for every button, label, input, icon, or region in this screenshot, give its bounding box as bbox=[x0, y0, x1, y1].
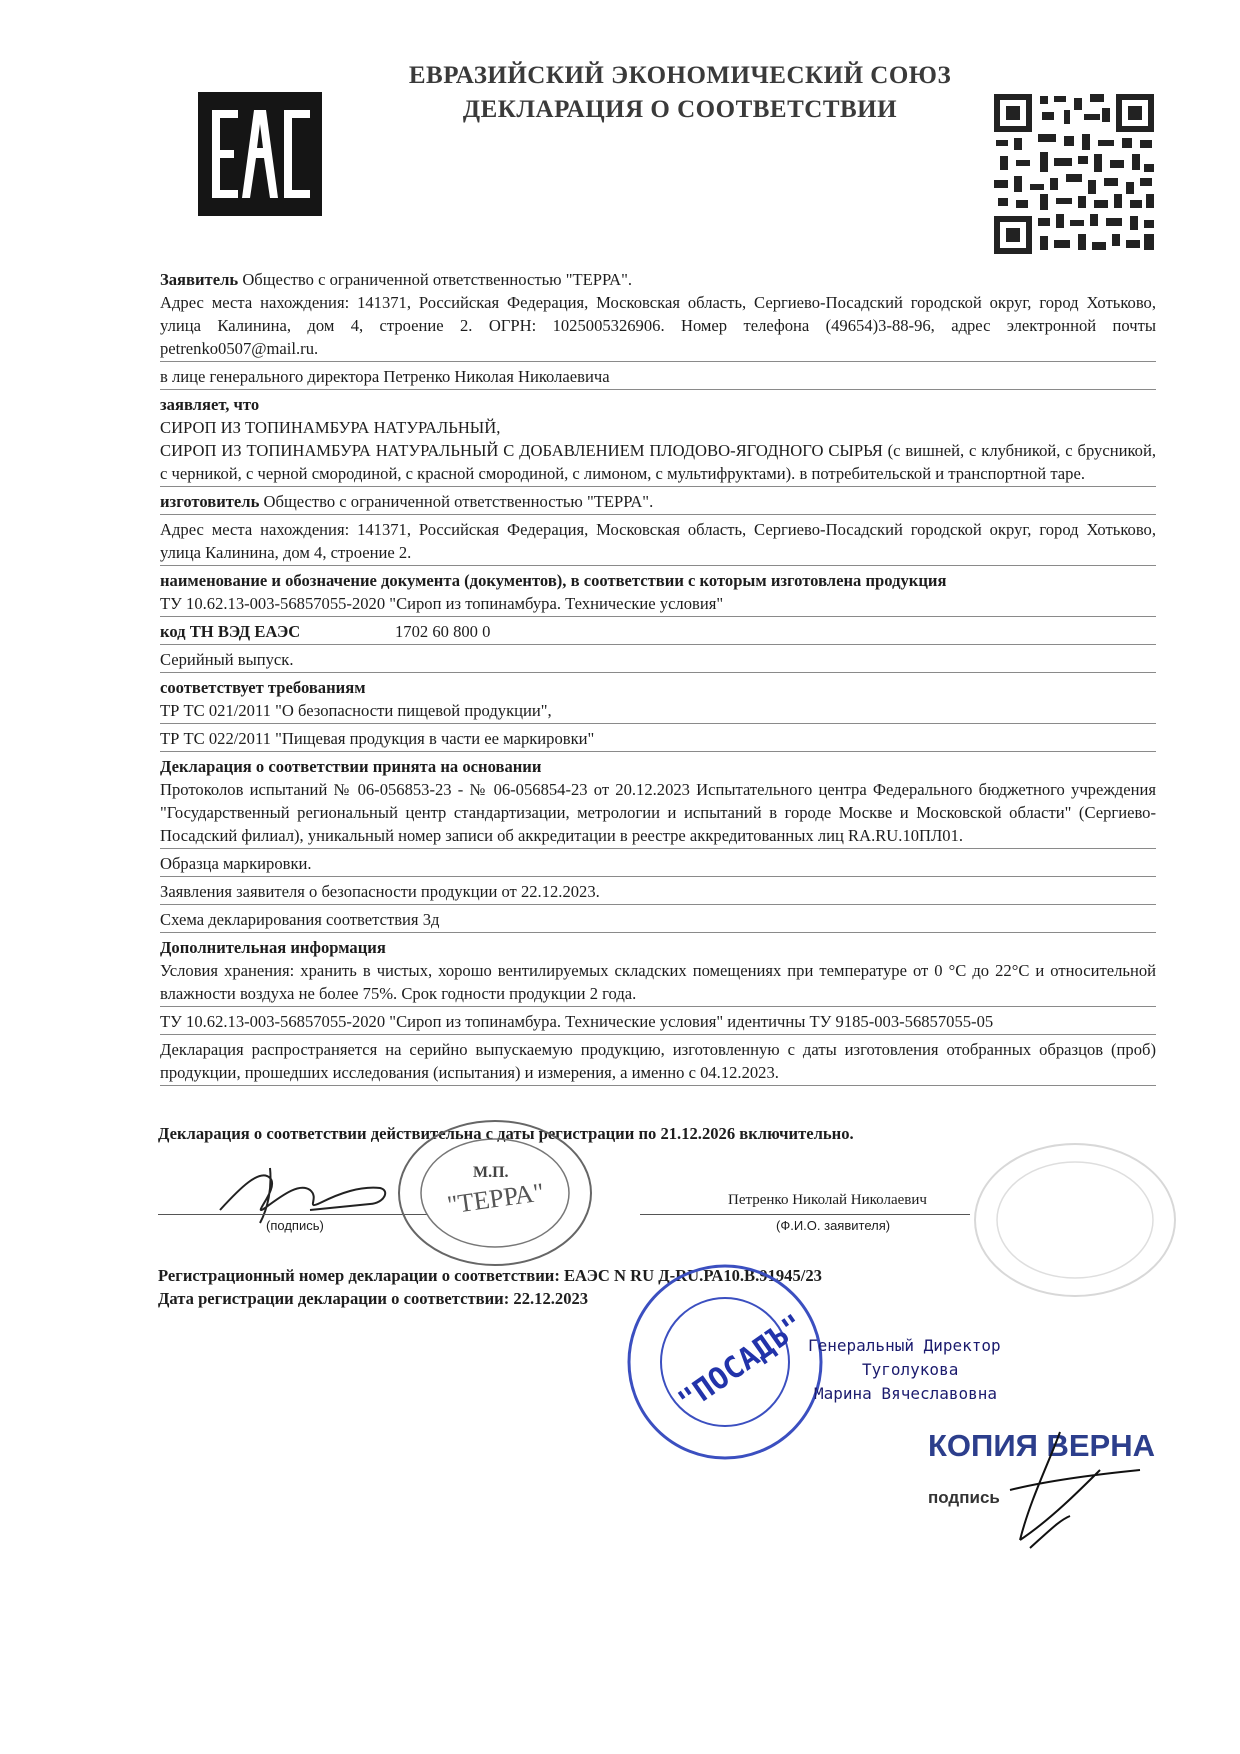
posad-stamp-name: "ПОСАДЪ" bbox=[672, 1307, 811, 1420]
qr-code-icon bbox=[994, 94, 1154, 254]
requirements-label: соответствует требованиям bbox=[160, 678, 366, 697]
document-label: наименование и обозначение документа (документов), в соответствии с которым изготовлена продукция bbox=[160, 571, 947, 590]
product-line-2: СИРОП ИЗ ТОПИНАМБУРА НАТУРАЛЬНЫЙ С ДОБАВЛЕНИЕМ ПЛОДОВО-ЯГОДНОГО СЫРЬЯ (с вишней, с клубникой, с брусникой, с черникой, с черной смородиной, с красной смородиной, с лимоном, с мультифруктами). в потребительской и транспортной таре. bbox=[160, 439, 1156, 487]
additional-scope: Декларация распространяется на серийно выпускаемую продукцию, изготовленную с даты изготовления отобранных образцов (проб) продукции, прошедших исследования (испытания) и измерения, а именно с 04.12.2023. bbox=[160, 1038, 1156, 1086]
tnved-value: 1702 60 800 0 bbox=[395, 622, 491, 641]
union-title: ЕВРАЗИЙСКИЙ ЭКОНОМИЧЕСКИЙ СОЮЗ bbox=[408, 62, 952, 89]
applicant-fullname: Петренко Николай Николаевич bbox=[728, 1192, 927, 1208]
name-line bbox=[640, 1214, 970, 1215]
eac-logo bbox=[198, 92, 322, 216]
requirement-2: ТР ТС 022/2011 "Пищевая продукция в части ее маркировки" bbox=[160, 727, 1156, 752]
registration-date: Дата регистрации декларации о соответствии: 22.12.2023 bbox=[158, 1289, 589, 1308]
tnved-label: код ТН ВЭД ЕАЭС bbox=[160, 622, 301, 641]
director-title: Генеральный Директор bbox=[808, 1336, 1001, 1355]
manufacturer-line bbox=[160, 490, 1156, 513]
representative: в лице генерального директора Петренко Николая Николаевича bbox=[160, 365, 1156, 390]
stamp-company: "ТЕРРА" bbox=[445, 1177, 546, 1220]
director-surname: Туголукова bbox=[862, 1360, 959, 1379]
copy-verified: КОПИЯ ВЕРНА bbox=[928, 1428, 1156, 1463]
stamp-mp: М.П. bbox=[473, 1164, 509, 1181]
signature-caption: (подпись) bbox=[266, 1218, 324, 1233]
manufacturer-name: Общество с ограниченной ответственностью "ТЕРРА". bbox=[263, 492, 654, 511]
manufacturer-section bbox=[160, 490, 1156, 515]
basis-statement: Заявления заявителя о безопасности продукции от 22.12.2023. bbox=[160, 880, 1156, 905]
additional-storage: Условия хранения: хранить в чистых, хорошо вентилируемых складских помещениях при температуре от 0 °С до 22°С и относительной влажности воздуха не более 75%. Срок годности продукции 2 года. bbox=[160, 959, 1156, 1007]
applicant-name: Общество с ограниченной ответственностью "ТЕРРА". bbox=[242, 270, 633, 289]
requirement-1: ТР ТС 021/2011 "О безопасности пищевой продукции", bbox=[160, 699, 1156, 724]
manufacturer-address: Адрес места нахождения: 141371, Российская Федерация, Московская область, Сергиево-Посадский городской округ, город Хотьково, улица Калинина, дом 4, строение 2. bbox=[160, 518, 1156, 566]
additional-tu-identity: ТУ 10.62.13-003-56857055-2020 "Сироп из топинамбура. Технические условия" идентичны ТУ 9185-003-56857055-05 bbox=[160, 1010, 1156, 1035]
signature-line bbox=[158, 1214, 428, 1215]
additional-label: Дополнительная информация bbox=[160, 938, 386, 957]
posad-stamp bbox=[625, 1262, 825, 1462]
document-value: ТУ 10.62.13-003-56857055-2020 "Сироп из топинамбура. Технические условия" bbox=[160, 592, 1156, 617]
registration-number: Регистрационный номер декларации о соответствии: ЕАЭС N RU Д-RU.РА10.В.91945/23 bbox=[158, 1266, 822, 1285]
basis-protocols: Протоколов испытаний № 06-056853-23 - № 06-056854-23 от 20.12.2023 Испытательного центра Федерального бюджетного учреждения "Государственный региональный центр стандартизации, метрологии и испытаний в городе Москве и Московской области" (Сергиево-Посадский филиал), уникальный номер записи об аккредитации в реестре аккредитованных лиц RA.RU.10ПЛ01. bbox=[160, 778, 1156, 849]
applicant-section bbox=[160, 268, 1156, 362]
director-block bbox=[808, 1334, 1001, 1406]
basis-scheme: Схема декларирования соответствия 3д bbox=[160, 908, 1156, 933]
certifier-signature-icon bbox=[990, 1430, 1150, 1560]
applicant-address: Адрес места нахождения: 141371, Российская Федерация, Московская область, Сергиево-Посадский городской округ, город Хотьково, улица Калинина, дом 4, строение 2. ОГРН: 1025005326906. Номер телефона (49654)3-88-96, адрес электронной почты petrenko0507@mail.ru. bbox=[160, 293, 1156, 358]
basis-label: Декларация о соответствии принята на основании bbox=[160, 757, 542, 776]
basis-samples: Образца маркировки. bbox=[160, 852, 1156, 877]
declaration-title: ДЕКЛАРАЦИЯ О СООТВЕТСТВИИ bbox=[462, 96, 898, 123]
manufacturer-label: изготовитель bbox=[160, 492, 260, 511]
terra-stamp bbox=[395, 1118, 595, 1268]
applicant-line bbox=[160, 268, 1156, 291]
declares-label: заявляет, что bbox=[160, 395, 260, 414]
director-name: Марина Вячеславовна bbox=[814, 1384, 998, 1403]
copy-sign-label: подпись bbox=[928, 1488, 1000, 1507]
faint-stamp bbox=[970, 1140, 1180, 1300]
applicant-signature-icon bbox=[210, 1148, 410, 1228]
tnved-row bbox=[160, 620, 1156, 645]
name-caption: (Ф.И.О. заявителя) bbox=[776, 1218, 891, 1233]
declaration-body bbox=[160, 268, 1156, 1089]
serial-release: Серийный выпуск. bbox=[160, 648, 1156, 673]
validity-statement: Декларация о соответствии действительна с даты регистрации по 21.12.2026 включительно. bbox=[158, 1124, 854, 1143]
applicant-label: Заявитель bbox=[160, 270, 239, 289]
product-line-1: СИРОП ИЗ ТОПИНАМБУРА НАТУРАЛЬНЫЙ, bbox=[160, 418, 501, 437]
